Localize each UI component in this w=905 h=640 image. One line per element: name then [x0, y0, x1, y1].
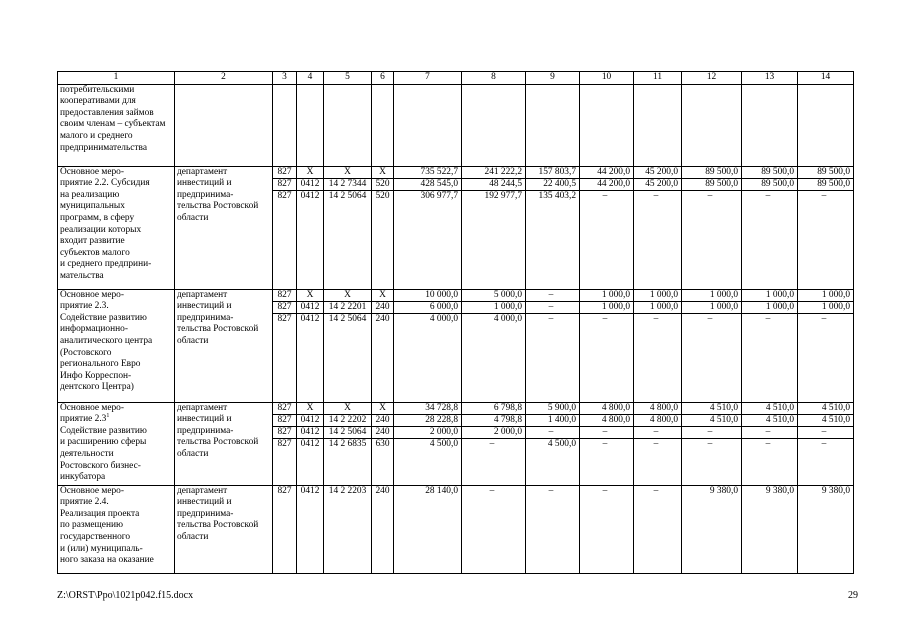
value: 241 222,2 [462, 167, 525, 179]
description-line: государственного [60, 531, 131, 542]
value: 1 400,0 [526, 415, 579, 427]
executor-line: инвестиций и [177, 301, 232, 312]
value-cell [742, 402, 798, 485]
executor-line: инвестиций и [177, 414, 232, 425]
col-number: 11 [634, 72, 682, 85]
col-number: 9 [526, 72, 580, 85]
value: 827 [277, 438, 292, 449]
value: 44 200,0 [580, 167, 633, 179]
value: – [634, 427, 681, 439]
col-number: 5 [324, 72, 372, 85]
description-line: Основное меро- [60, 485, 124, 496]
value: 1 000,0 [462, 302, 525, 314]
col-number: 13 [742, 72, 798, 85]
description-line: и расширению сферы [60, 437, 147, 448]
executor-line: области [177, 448, 209, 459]
value: 14 2 2201 [324, 302, 371, 314]
value-cell [682, 402, 742, 485]
executor [175, 289, 273, 402]
value-cell [580, 289, 634, 402]
value: 1 000,0 [798, 302, 853, 314]
value: 240 [372, 302, 393, 314]
value: 4 798,8 [462, 415, 525, 427]
value: 0412 [297, 302, 323, 314]
value: 4 510,0 [798, 415, 853, 427]
col-number: 3 [273, 72, 297, 85]
value: 0412 [300, 438, 320, 449]
value-cell [297, 485, 324, 573]
value: – [526, 427, 579, 439]
value: 4 510,0 [682, 415, 741, 427]
value: 9 380,0 [821, 485, 850, 496]
value: 1 000,0 [580, 302, 633, 314]
value: 89 500,0 [682, 167, 741, 179]
executor-line: области [177, 335, 209, 346]
value: 22 400,5 [526, 179, 579, 191]
activity-description [58, 289, 175, 402]
value: 240 [372, 427, 393, 439]
value: Х [324, 167, 371, 179]
executor-line: тельства Ростовской [177, 201, 259, 212]
value: 45 200,0 [634, 167, 681, 179]
description-line: (Ростовского [60, 347, 112, 358]
value: Х [297, 290, 323, 302]
description-line: ного заказа на оказание [60, 555, 154, 566]
value: – [653, 438, 659, 449]
value: 240 [375, 313, 390, 324]
value-cell [372, 402, 394, 485]
value: 0412 [300, 313, 320, 324]
value: 306 977,7 [420, 190, 458, 201]
value: 0412 [297, 427, 323, 439]
value: – [602, 438, 608, 449]
description-line: Инфо Корреспон- [60, 370, 132, 381]
value: 5 900,0 [526, 403, 579, 415]
value: – [765, 438, 771, 449]
description-line: информационно- [60, 324, 128, 335]
description-line: Основное меро- [60, 402, 124, 413]
value: 1 000,0 [742, 290, 797, 302]
carry-over-row [58, 84, 854, 166]
description-line: реализации которых [60, 224, 142, 235]
value-cell [462, 166, 526, 289]
executor-line: департамент [177, 166, 228, 177]
value: 2 000,0 [462, 427, 525, 439]
value: 827 [273, 179, 296, 191]
executor-line: департамент [177, 289, 228, 300]
value: 1 000,0 [682, 302, 741, 314]
value: – [653, 313, 659, 324]
description-line: приятие 2.4. [60, 497, 109, 508]
page-number: 29 [848, 590, 858, 601]
description-line: входит развитие [60, 236, 125, 247]
value: 2 000,0 [394, 427, 461, 439]
value: Х [372, 403, 393, 415]
value: – [821, 313, 827, 324]
value: – [548, 485, 554, 496]
description-line: по размещению [60, 520, 123, 531]
value-cell [273, 485, 297, 573]
value-cell [372, 289, 394, 402]
col-number: 12 [682, 72, 742, 85]
value: 14 2 6835 [328, 438, 367, 449]
budget-table [57, 71, 854, 574]
value: – [707, 313, 713, 324]
value: Х [372, 167, 393, 179]
executor-line: предпринима- [177, 508, 234, 519]
value: 4 800,0 [580, 415, 633, 427]
value: 14 2 2203 [328, 485, 367, 496]
col-number: 8 [462, 72, 526, 85]
value-cell [634, 485, 682, 573]
file-path: Z:\ORST\Ppo\1021p042.f15.docx [57, 590, 194, 601]
value: 827 [277, 313, 292, 324]
value: Х [324, 403, 371, 415]
value: Х [297, 403, 323, 415]
value-cell [798, 166, 854, 289]
value: 4 800,0 [634, 415, 681, 427]
activity-description [58, 485, 175, 573]
value-cell [394, 289, 462, 402]
description-line: муниципальных [60, 201, 125, 212]
value-cell [798, 289, 854, 402]
executor-line: предпринима- [177, 312, 234, 323]
value: 192 977,7 [484, 190, 522, 201]
description-line: дентского Центра) [60, 382, 134, 393]
value: – [742, 427, 797, 439]
value: 14 2 5064 [328, 313, 367, 324]
value: – [489, 485, 495, 496]
value: 1 000,0 [742, 302, 797, 314]
executor-line: департамент [177, 402, 228, 413]
value-cell [634, 402, 682, 485]
value: 45 200,0 [634, 179, 681, 191]
executor [175, 402, 273, 485]
value-cell [682, 166, 742, 289]
value-cell [297, 166, 324, 289]
value: 4 500,0 [547, 438, 576, 449]
value: 240 [372, 415, 393, 427]
value-cell [462, 289, 526, 402]
executor-line: тельства Ростовской [177, 324, 259, 335]
value: 4 000,0 [493, 313, 522, 324]
value: 9 380,0 [709, 485, 738, 496]
executor-line: тельства Ростовской [177, 520, 259, 531]
executor-line: предпринима- [177, 425, 234, 436]
description-line: приятие 2.3. [60, 301, 109, 312]
value-cell [372, 485, 394, 573]
value: – [489, 438, 495, 449]
value: 4 800,0 [634, 403, 681, 415]
value: – [682, 427, 741, 439]
value: 89 500,0 [742, 167, 797, 179]
value: – [653, 485, 659, 496]
value-cell [580, 166, 634, 289]
value: 1 000,0 [682, 290, 741, 302]
executor [175, 485, 273, 573]
value: 827 [277, 190, 292, 201]
value: – [580, 427, 633, 439]
value: 827 [277, 485, 292, 496]
value: Х [324, 290, 371, 302]
value-cell [742, 289, 798, 402]
description-line: приятие $2.3^1$ [60, 413, 110, 425]
value: 827 [273, 167, 296, 179]
value: – [526, 302, 579, 314]
value: 89 500,0 [742, 179, 797, 191]
value: 827 [273, 290, 296, 302]
description-line: регионального Евро [60, 359, 141, 370]
description-line: Основное меро- [60, 166, 124, 177]
value-cell [394, 166, 462, 289]
col-number: 1 [58, 72, 175, 85]
value: 28 140,0 [425, 485, 458, 496]
value-cell [526, 166, 580, 289]
executor-line: области [177, 212, 209, 223]
executor-line: тельства Ростовской [177, 437, 259, 448]
value: 1 000,0 [634, 302, 681, 314]
col-number: 10 [580, 72, 634, 85]
value: 827 [273, 403, 296, 415]
value: – [798, 427, 853, 439]
value-cell [742, 485, 798, 573]
col-number: 7 [394, 72, 462, 85]
value: 34 728,8 [394, 403, 461, 415]
value-cell [798, 485, 854, 573]
value-cell [372, 166, 394, 289]
value: 14 2 5064 [328, 190, 367, 201]
value: 4 500,0 [429, 438, 458, 449]
value: – [765, 190, 771, 201]
executor-line: инвестиций и [177, 178, 232, 189]
value: 4 800,0 [580, 403, 633, 415]
superscript-mark: 1 [106, 413, 110, 420]
value-cell [324, 166, 372, 289]
column-number-row [58, 72, 854, 85]
value: – [821, 190, 827, 201]
value: – [821, 438, 827, 449]
value: 44 200,0 [580, 179, 633, 191]
activity-block [58, 166, 854, 289]
value: – [548, 313, 554, 324]
value-cell [682, 485, 742, 573]
value: 1 000,0 [580, 290, 633, 302]
description-line: Ростовского бизнес- [60, 460, 141, 471]
value: 0412 [297, 179, 323, 191]
value-cell [634, 289, 682, 402]
activity-block [58, 289, 854, 402]
value-cell [580, 402, 634, 485]
col-number: 14 [798, 72, 854, 85]
value: 89 500,0 [798, 167, 853, 179]
value: 0412 [300, 190, 320, 201]
value: 9 380,0 [765, 485, 794, 496]
description-line: на реализацию [60, 189, 120, 200]
value: 520 [375, 190, 390, 201]
carry-over-description: потребительскими кооперативами для предоставления займов своим членам – субъектам малого и среднего предпринимательства [58, 84, 175, 166]
value: 827 [273, 302, 296, 314]
value: 6 000,0 [394, 302, 461, 314]
value-cell [394, 485, 462, 573]
value: 89 500,0 [798, 179, 853, 191]
value-cell [526, 402, 580, 485]
value: 28 228,8 [394, 415, 461, 427]
value: 827 [273, 415, 296, 427]
description-line: инкубатора [60, 472, 106, 483]
description-line: субъектов малого [60, 247, 130, 258]
value-cell [324, 402, 372, 485]
value: 5 000,0 [462, 290, 525, 302]
value-cell [462, 485, 526, 573]
value: 428 545,0 [394, 179, 461, 191]
value: 135 403,2 [538, 190, 576, 201]
value: Х [372, 290, 393, 302]
executor-line: предпринима- [177, 189, 234, 200]
description-line: программ, в сферу [60, 212, 135, 223]
value: Х [297, 167, 323, 179]
value: 89 500,0 [682, 179, 741, 191]
value: 630 [375, 438, 390, 449]
value: – [765, 313, 771, 324]
value: – [602, 313, 608, 324]
executor [175, 166, 273, 289]
value-cell [273, 289, 297, 402]
value-cell [273, 166, 297, 289]
description-line: Содействие развитию [60, 425, 147, 436]
value: 6 798,8 [462, 403, 525, 415]
value-cell [324, 485, 372, 573]
value-cell [634, 166, 682, 289]
description-line: и среднего предприни- [60, 259, 152, 270]
description-line: и (или) муниципаль- [60, 543, 143, 554]
value-cell [580, 485, 634, 573]
value: 0412 [297, 415, 323, 427]
value: 1 000,0 [798, 290, 853, 302]
value: 735 522,7 [394, 167, 461, 179]
value: 157 803,7 [526, 167, 579, 179]
description-line: аналитического центра [60, 335, 153, 346]
value: 10 000,0 [394, 290, 461, 302]
value-cell [798, 402, 854, 485]
value: – [602, 485, 608, 496]
value: 520 [372, 179, 393, 191]
activity-block [58, 402, 854, 485]
value-cell [682, 289, 742, 402]
description-line: приятие 2.2. Субсидия [60, 178, 150, 189]
value-cell [742, 166, 798, 289]
value: 240 [375, 485, 390, 496]
activity-description [58, 402, 175, 485]
value-cell [297, 289, 324, 402]
description-line: Содействие развитию [60, 312, 147, 323]
value-cell [526, 289, 580, 402]
value: – [526, 290, 579, 302]
executor-line: департамент [177, 485, 228, 496]
value: 4 510,0 [742, 403, 797, 415]
value: 14 2 5064 [324, 427, 371, 439]
col-number: 4 [297, 72, 324, 85]
value: – [653, 190, 659, 201]
value-cell [297, 402, 324, 485]
value: 827 [273, 427, 296, 439]
activity-description [58, 166, 175, 289]
description-line: деятельности [60, 448, 114, 459]
activity-block [58, 485, 854, 573]
value-cell [273, 402, 297, 485]
value: 14 2 7344 [324, 179, 371, 191]
executor-line: области [177, 531, 209, 542]
value: 14 2 2202 [324, 415, 371, 427]
col-number: 6 [372, 72, 394, 85]
value: – [707, 438, 713, 449]
value: – [707, 190, 713, 201]
value: 4 000,0 [429, 313, 458, 324]
value: 4 510,0 [742, 415, 797, 427]
value: 48 244,5 [462, 179, 525, 191]
description-line: Основное меро- [60, 289, 124, 300]
description-line: мательства [60, 270, 104, 281]
value: 4 510,0 [798, 403, 853, 415]
value: 4 510,0 [682, 403, 741, 415]
executor-line: инвестиций и [177, 497, 232, 508]
value-cell [526, 485, 580, 573]
value: 1 000,0 [634, 290, 681, 302]
value: 0412 [300, 485, 320, 496]
value-cell [394, 402, 462, 485]
value: – [602, 190, 608, 201]
value-cell [324, 289, 372, 402]
col-number: 2 [175, 72, 273, 85]
description-line: Реализация проекта [60, 508, 140, 519]
value-cell [462, 402, 526, 485]
